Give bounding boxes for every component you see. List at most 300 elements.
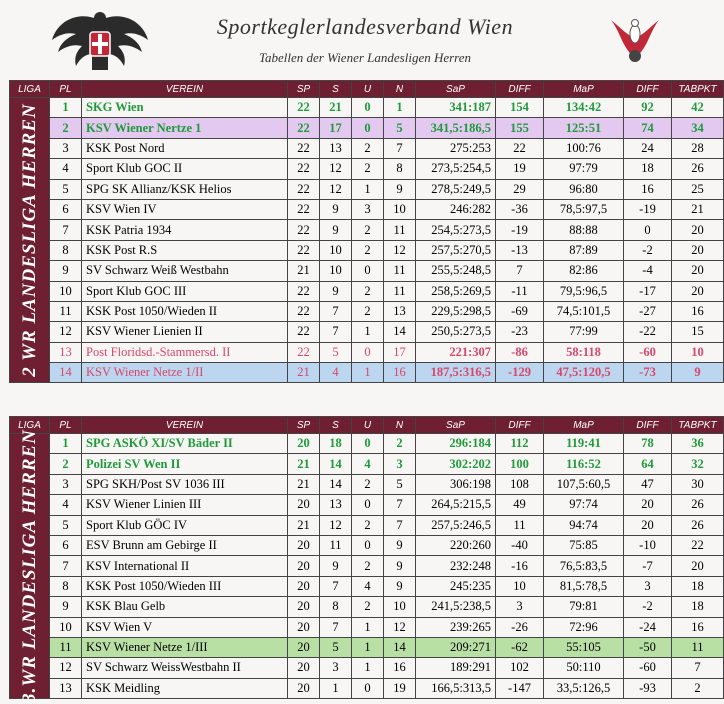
set-points-diff-cell: 49 xyxy=(496,495,544,515)
table-points-cell: 20 xyxy=(672,240,724,260)
losses-cell: 10 xyxy=(384,597,416,617)
games-played-cell: 22 xyxy=(288,220,320,240)
set-points-diff-cell: 155 xyxy=(496,118,544,138)
placement-cell: 1 xyxy=(50,98,82,118)
losses-cell: 5 xyxy=(384,474,416,494)
draws-cell: 1 xyxy=(352,637,384,657)
league-name xyxy=(10,429,50,703)
losses-cell: 5 xyxy=(384,118,416,138)
league-name-label: 3.WR LANDESLIGA HERREN xyxy=(18,429,40,703)
match-points-cell: 87:89 xyxy=(544,240,624,260)
draws-cell: 2 xyxy=(352,220,384,240)
column-header: VEREIN xyxy=(82,417,288,434)
wins-cell: 18 xyxy=(320,434,352,454)
table-points-cell: 26 xyxy=(672,159,724,179)
wins-cell: 21 xyxy=(320,98,352,118)
team-name-cell: KSV Wien IV xyxy=(82,199,288,219)
match-points-cell: 88:88 xyxy=(544,220,624,240)
team-name-cell: KSK Meidling xyxy=(82,678,288,698)
match-points-diff-cell: 3 xyxy=(624,576,672,596)
table-points-cell: 18 xyxy=(672,576,724,596)
games-played-cell: 20 xyxy=(288,495,320,515)
table-row xyxy=(10,658,724,678)
games-played-cell: 20 xyxy=(288,535,320,555)
table-points-cell: 36 xyxy=(672,434,724,454)
match-points-cell: 97:74 xyxy=(544,495,624,515)
table-points-cell: 16 xyxy=(672,301,724,321)
team-name-cell: KSK Blau Gelb xyxy=(82,597,288,617)
draws-cell: 2 xyxy=(352,597,384,617)
match-points-diff-cell: -19 xyxy=(624,199,672,219)
match-points-cell: 33,5:126,5 xyxy=(544,678,624,698)
table-points-cell: 20 xyxy=(672,220,724,240)
table-row xyxy=(10,576,724,596)
table-points-cell: 7 xyxy=(672,658,724,678)
draws-cell: 2 xyxy=(352,240,384,260)
table-row xyxy=(10,617,724,637)
column-header: S xyxy=(320,417,352,434)
set-points-diff-cell: -36 xyxy=(496,199,544,219)
games-played-cell: 22 xyxy=(288,159,320,179)
table-points-cell: 25 xyxy=(672,179,724,199)
match-points-diff-cell: -2 xyxy=(624,240,672,260)
match-points-diff-cell: 78 xyxy=(624,434,672,454)
column-header: TABPKT xyxy=(672,417,724,434)
draws-cell: 2 xyxy=(352,159,384,179)
losses-cell: 19 xyxy=(384,678,416,698)
set-points-cell: 239:265 xyxy=(416,617,496,637)
set-points-cell: 229,5:298,5 xyxy=(416,301,496,321)
set-points-diff-cell: -11 xyxy=(496,281,544,301)
games-played-cell: 20 xyxy=(288,637,320,657)
set-points-cell: 275:253 xyxy=(416,138,496,158)
column-header: N xyxy=(384,81,416,98)
match-points-cell: 94:74 xyxy=(544,515,624,535)
wins-cell: 5 xyxy=(320,637,352,657)
draws-cell: 4 xyxy=(352,576,384,596)
losses-cell: 9 xyxy=(384,535,416,555)
wins-cell: 13 xyxy=(320,495,352,515)
set-points-diff-cell: 29 xyxy=(496,179,544,199)
league-table-3 xyxy=(9,416,724,703)
set-points-diff-cell: 108 xyxy=(496,474,544,494)
placement-cell: 3 xyxy=(50,474,82,494)
draws-cell: 3 xyxy=(352,199,384,219)
losses-cell: 11 xyxy=(384,281,416,301)
set-points-diff-cell: -26 xyxy=(496,617,544,637)
set-points-cell: 278,5:249,5 xyxy=(416,179,496,199)
losses-cell: 17 xyxy=(384,342,416,362)
games-played-cell: 22 xyxy=(288,199,320,219)
column-header: N xyxy=(384,417,416,434)
set-points-diff-cell: 102 xyxy=(496,658,544,678)
column-header: U xyxy=(352,417,384,434)
placement-cell: 3 xyxy=(50,138,82,158)
match-points-cell: 77:99 xyxy=(544,322,624,342)
wins-cell: 9 xyxy=(320,220,352,240)
wins-cell: 14 xyxy=(320,474,352,494)
column-header: SaP xyxy=(416,417,496,434)
set-points-diff-cell: 22 xyxy=(496,138,544,158)
match-points-cell: 76,5:83,5 xyxy=(544,556,624,576)
table-points-cell: 16 xyxy=(672,617,724,637)
games-played-cell: 20 xyxy=(288,597,320,617)
team-name-cell: Sport Klub GOC III xyxy=(82,281,288,301)
table-points-cell: 20 xyxy=(672,261,724,281)
match-points-cell: 78,5:97,5 xyxy=(544,199,624,219)
team-name-cell: SV Schwarz WeissWestbahn II xyxy=(82,658,288,678)
match-points-diff-cell: -27 xyxy=(624,301,672,321)
draws-cell: 0 xyxy=(352,342,384,362)
draws-cell: 0 xyxy=(352,434,384,454)
table-row xyxy=(10,454,724,474)
table-points-cell: 26 xyxy=(672,515,724,535)
team-name-cell: KSV Wiener Netze 1/II xyxy=(82,363,288,383)
games-played-cell: 21 xyxy=(288,261,320,281)
set-points-cell: 306:198 xyxy=(416,474,496,494)
match-points-cell: 79:81 xyxy=(544,597,624,617)
placement-cell: 1 xyxy=(50,434,82,454)
table-row xyxy=(10,301,724,321)
wins-cell: 3 xyxy=(320,658,352,678)
team-name-cell: KSK Post Nord xyxy=(82,138,288,158)
team-name-cell: ESV Brunn am Gebirge II xyxy=(82,535,288,555)
wins-cell: 12 xyxy=(320,515,352,535)
match-points-diff-cell: 0 xyxy=(624,220,672,240)
table-row xyxy=(10,199,724,219)
wins-cell: 4 xyxy=(320,363,352,383)
games-played-cell: 22 xyxy=(288,301,320,321)
set-points-diff-cell: -86 xyxy=(496,342,544,362)
set-points-cell: 246:282 xyxy=(416,199,496,219)
draws-cell: 2 xyxy=(352,281,384,301)
table-row xyxy=(10,240,724,260)
match-points-cell: 81,5:78,5 xyxy=(544,576,624,596)
match-points-diff-cell: -7 xyxy=(624,556,672,576)
team-name-cell: KSV Wiener Lienien II xyxy=(82,322,288,342)
match-points-diff-cell: -60 xyxy=(624,658,672,678)
set-points-diff-cell: 10 xyxy=(496,576,544,596)
losses-cell: 7 xyxy=(384,515,416,535)
match-points-diff-cell: 18 xyxy=(624,159,672,179)
team-name-cell: SKG Wien xyxy=(82,98,288,118)
match-points-cell: 58:118 xyxy=(544,342,624,362)
losses-cell: 12 xyxy=(384,240,416,260)
losses-cell: 11 xyxy=(384,220,416,240)
league-name xyxy=(10,98,50,383)
losses-cell: 3 xyxy=(384,454,416,474)
table-points-cell: 2 xyxy=(672,678,724,698)
draws-cell: 1 xyxy=(352,363,384,383)
match-points-diff-cell: 16 xyxy=(624,179,672,199)
table-row xyxy=(10,434,724,454)
placement-cell: 10 xyxy=(50,617,82,637)
table-row xyxy=(10,322,724,342)
match-points-cell: 74,5:101,5 xyxy=(544,301,624,321)
team-name-cell: Polizei SV Wen II xyxy=(82,454,288,474)
wins-cell: 17 xyxy=(320,118,352,138)
match-points-diff-cell: -50 xyxy=(624,637,672,657)
column-header: SaP xyxy=(416,81,496,98)
column-header: U xyxy=(352,81,384,98)
set-points-diff-cell: 11 xyxy=(496,515,544,535)
wins-cell: 13 xyxy=(320,138,352,158)
games-played-cell: 22 xyxy=(288,179,320,199)
table-row xyxy=(10,281,724,301)
placement-cell: 2 xyxy=(50,454,82,474)
table-points-cell: 42 xyxy=(672,98,724,118)
column-header: DIFF xyxy=(496,417,544,434)
column-header: VEREIN xyxy=(82,81,288,98)
draws-cell: 0 xyxy=(352,261,384,281)
league-table-2 xyxy=(9,80,724,383)
match-points-diff-cell: 47 xyxy=(624,474,672,494)
table-row xyxy=(10,342,724,362)
wins-cell: 9 xyxy=(320,556,352,576)
set-points-cell: 341,5:186,5 xyxy=(416,118,496,138)
table-row xyxy=(10,515,724,535)
table-row xyxy=(10,118,724,138)
set-points-cell: 258,5:269,5 xyxy=(416,281,496,301)
wins-cell: 12 xyxy=(320,179,352,199)
wins-cell: 8 xyxy=(320,597,352,617)
team-name-cell: KSV Wiener Linien III xyxy=(82,495,288,515)
games-played-cell: 22 xyxy=(288,342,320,362)
match-points-diff-cell: 92 xyxy=(624,98,672,118)
set-points-cell: 255,5:248,5 xyxy=(416,261,496,281)
set-points-cell: 257,5:270,5 xyxy=(416,240,496,260)
wins-cell: 7 xyxy=(320,576,352,596)
placement-cell: 5 xyxy=(50,179,82,199)
losses-cell: 2 xyxy=(384,434,416,454)
draws-cell: 0 xyxy=(352,535,384,555)
set-points-diff-cell: 100 xyxy=(496,454,544,474)
set-points-cell: 341:187 xyxy=(416,98,496,118)
table-row xyxy=(10,261,724,281)
set-points-diff-cell: -23 xyxy=(496,322,544,342)
table-row xyxy=(10,98,724,118)
placement-cell: 12 xyxy=(50,658,82,678)
losses-cell: 9 xyxy=(384,179,416,199)
games-played-cell: 21 xyxy=(288,454,320,474)
league-name-label: 2 WR LANDESLIGA HERREN xyxy=(18,103,40,377)
placement-cell: 2 xyxy=(50,118,82,138)
table-row xyxy=(10,138,724,158)
set-points-diff-cell: 7 xyxy=(496,261,544,281)
games-played-cell: 20 xyxy=(288,434,320,454)
set-points-cell: 209:271 xyxy=(416,637,496,657)
team-name-cell: KSV Wiener Nertze 1 xyxy=(82,118,288,138)
table-points-cell: 20 xyxy=(672,556,724,576)
team-name-cell: Post Floridsd.-Stammersd. II xyxy=(82,342,288,362)
team-name-cell: KSK Patria 1934 xyxy=(82,220,288,240)
draws-cell: 1 xyxy=(352,322,384,342)
set-points-cell: 245:235 xyxy=(416,576,496,596)
placement-cell: 13 xyxy=(50,678,82,698)
games-played-cell: 20 xyxy=(288,576,320,596)
games-played-cell: 20 xyxy=(288,556,320,576)
match-points-diff-cell: 20 xyxy=(624,495,672,515)
set-points-cell: 257,5:246,5 xyxy=(416,515,496,535)
games-played-cell: 20 xyxy=(288,678,320,698)
match-points-cell: 97:79 xyxy=(544,159,624,179)
match-points-diff-cell: -24 xyxy=(624,617,672,637)
table-points-cell: 21 xyxy=(672,199,724,219)
placement-cell: 8 xyxy=(50,576,82,596)
draws-cell: 2 xyxy=(352,301,384,321)
losses-cell: 9 xyxy=(384,556,416,576)
match-points-diff-cell: -93 xyxy=(624,678,672,698)
column-header: S xyxy=(320,81,352,98)
table-row xyxy=(10,556,724,576)
wins-cell: 5 xyxy=(320,342,352,362)
match-points-cell: 75:85 xyxy=(544,535,624,555)
losses-cell: 14 xyxy=(384,637,416,657)
page-header xyxy=(0,0,680,80)
match-points-diff-cell: -73 xyxy=(624,363,672,383)
match-points-cell: 134:42 xyxy=(544,98,624,118)
games-played-cell: 21 xyxy=(288,363,320,383)
team-name-cell: KSK Post 1050/Wieden III xyxy=(82,576,288,596)
table-header-row xyxy=(10,81,724,98)
table-points-cell: 10 xyxy=(672,342,724,362)
set-points-diff-cell: 154 xyxy=(496,98,544,118)
placement-cell: 9 xyxy=(50,597,82,617)
set-points-diff-cell: -129 xyxy=(496,363,544,383)
set-points-diff-cell: 19 xyxy=(496,159,544,179)
match-points-cell: 96:80 xyxy=(544,179,624,199)
column-header: MaP xyxy=(544,417,624,434)
placement-cell: 14 xyxy=(50,363,82,383)
vienna-eagle-logo-icon xyxy=(50,10,150,74)
wins-cell: 10 xyxy=(320,240,352,260)
match-points-cell: 79,5:96,5 xyxy=(544,281,624,301)
table-row xyxy=(10,220,724,240)
team-name-cell: Sport Klub GOC II xyxy=(82,159,288,179)
match-points-diff-cell: -22 xyxy=(624,322,672,342)
set-points-diff-cell: -69 xyxy=(496,301,544,321)
table-row xyxy=(10,474,724,494)
draws-cell: 0 xyxy=(352,678,384,698)
placement-cell: 8 xyxy=(50,240,82,260)
wins-cell: 9 xyxy=(320,281,352,301)
match-points-cell: 82:86 xyxy=(544,261,624,281)
column-header: PL xyxy=(50,417,82,434)
draws-cell: 1 xyxy=(352,658,384,678)
table-points-cell: 28 xyxy=(672,138,724,158)
losses-cell: 16 xyxy=(384,658,416,678)
set-points-diff-cell: -16 xyxy=(496,556,544,576)
losses-cell: 13 xyxy=(384,301,416,321)
games-played-cell: 21 xyxy=(288,474,320,494)
table-row xyxy=(10,159,724,179)
losses-cell: 14 xyxy=(384,322,416,342)
table-points-cell: 26 xyxy=(672,495,724,515)
column-header: SP xyxy=(288,81,320,98)
set-points-diff-cell: 3 xyxy=(496,597,544,617)
placement-cell: 5 xyxy=(50,515,82,535)
games-played-cell: 22 xyxy=(288,118,320,138)
match-points-diff-cell: -2 xyxy=(624,597,672,617)
match-points-cell: 100:76 xyxy=(544,138,624,158)
column-header: MaP xyxy=(544,81,624,98)
set-points-cell: 250,5:273,5 xyxy=(416,322,496,342)
placement-cell: 6 xyxy=(50,199,82,219)
placement-cell: 7 xyxy=(50,556,82,576)
set-points-cell: 273,5:254,5 xyxy=(416,159,496,179)
set-points-diff-cell: -62 xyxy=(496,637,544,657)
wins-cell: 1 xyxy=(320,678,352,698)
set-points-cell: 221:307 xyxy=(416,342,496,362)
column-header: PL xyxy=(50,81,82,98)
draws-cell: 2 xyxy=(352,138,384,158)
match-points-diff-cell: -60 xyxy=(624,342,672,362)
team-name-cell: SPG SKH/Post SV 1036 III xyxy=(82,474,288,494)
losses-cell: 7 xyxy=(384,495,416,515)
draws-cell: 0 xyxy=(352,118,384,138)
set-points-cell: 232:248 xyxy=(416,556,496,576)
losses-cell: 12 xyxy=(384,617,416,637)
table-points-cell: 34 xyxy=(672,118,724,138)
column-header: LIGA xyxy=(10,81,50,98)
draws-cell: 4 xyxy=(352,454,384,474)
losses-cell: 1 xyxy=(384,98,416,118)
team-name-cell: SPG SK Allianz/KSK Helios xyxy=(82,179,288,199)
team-name-cell: KSV Wiener Netze 1/III xyxy=(82,637,288,657)
table-points-cell: 32 xyxy=(672,454,724,474)
set-points-cell: 166,5:313,5 xyxy=(416,678,496,698)
team-name-cell: KSV Wien V xyxy=(82,617,288,637)
set-points-diff-cell: -40 xyxy=(496,535,544,555)
set-points-cell: 296:184 xyxy=(416,434,496,454)
wins-cell: 12 xyxy=(320,159,352,179)
games-played-cell: 22 xyxy=(288,240,320,260)
placement-cell: 4 xyxy=(50,159,82,179)
set-points-cell: 187,5:316,5 xyxy=(416,363,496,383)
column-header: SP xyxy=(288,417,320,434)
match-points-diff-cell: 74 xyxy=(624,118,672,138)
table-row xyxy=(10,637,724,657)
placement-cell: 13 xyxy=(50,342,82,362)
losses-cell: 8 xyxy=(384,159,416,179)
set-points-cell: 241,5:238,5 xyxy=(416,597,496,617)
games-played-cell: 21 xyxy=(288,515,320,535)
column-header: DIFF xyxy=(624,81,672,98)
match-points-diff-cell: 20 xyxy=(624,515,672,535)
losses-cell: 9 xyxy=(384,576,416,596)
team-name-cell: KSV International II xyxy=(82,556,288,576)
draws-cell: 2 xyxy=(352,515,384,535)
team-name-cell: SPG ASKÖ XI/SV Bäder II xyxy=(82,434,288,454)
placement-cell: 4 xyxy=(50,495,82,515)
set-points-diff-cell: -19 xyxy=(496,220,544,240)
wins-cell: 7 xyxy=(320,301,352,321)
losses-cell: 10 xyxy=(384,199,416,219)
draws-cell: 1 xyxy=(352,179,384,199)
losses-cell: 11 xyxy=(384,261,416,281)
team-name-cell: KSK Post 1050/Wieden II xyxy=(82,301,288,321)
set-points-cell: 302:202 xyxy=(416,454,496,474)
losses-cell: 7 xyxy=(384,138,416,158)
column-header: TABPKT xyxy=(672,81,724,98)
draws-cell: 2 xyxy=(352,556,384,576)
column-header: DIFF xyxy=(624,417,672,434)
table-points-cell: 20 xyxy=(672,281,724,301)
match-points-diff-cell: -4 xyxy=(624,261,672,281)
set-points-cell: 264,5:215,5 xyxy=(416,495,496,515)
table-row xyxy=(10,535,724,555)
table-row xyxy=(10,179,724,199)
